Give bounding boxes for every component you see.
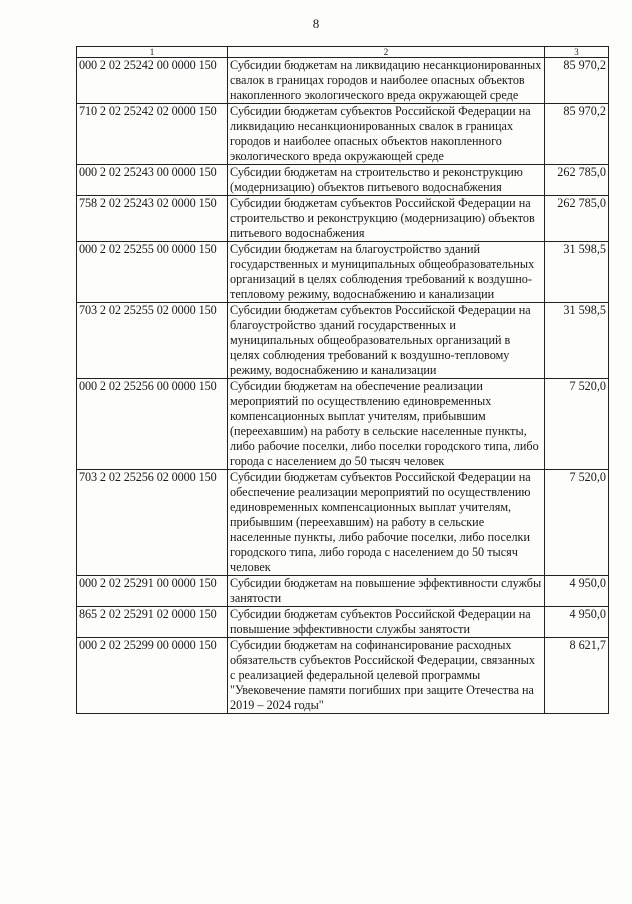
amount: 7 520,0 (545, 470, 609, 576)
budget-code: 710 2 02 25242 02 0000 150 (77, 104, 228, 165)
amount: 262 785,0 (545, 196, 609, 242)
amount: 262 785,0 (545, 165, 609, 196)
table-row (77, 58, 609, 104)
budget-code: 865 2 02 25291 02 0000 150 (77, 607, 228, 638)
description: Субсидии бюджетам субъектов Российской Федерации на ликвидацию несанкционированных свалок в границах городов и наиболее опасных объектов накопленного экологического вреда окружающей среде (228, 104, 545, 165)
header-row (77, 47, 609, 58)
budget-code: 000 2 02 25242 00 0000 150 (77, 58, 228, 104)
description: Субсидии бюджетам субъектов Российской Федерации на благоустройство зданий государственных и муниципальных общеобразовательных организаций в целях соблюдения требований к воздушно-тепловому режиму, водоснабжению и канализации (228, 303, 545, 379)
description: Субсидии бюджетам субъектов Российской Федерации на повышение эффективности службы занятости (228, 607, 545, 638)
table-row (77, 576, 609, 607)
column-header-description: 2 (228, 47, 545, 58)
table-row (77, 165, 609, 196)
table-row (77, 470, 609, 576)
table-row (77, 638, 609, 714)
amount: 4 950,0 (545, 607, 609, 638)
description: Субсидии бюджетам на благоустройство зданий государственных и муниципальных общеобразовательных организаций в целях соблюдения требований к воздушно-тепловому режиму, водоснабжению и канализации (228, 242, 545, 303)
description: Субсидии бюджетам на обеспечение реализации мероприятий по осуществлению единовременных компенсационных выплат учителям, прибывшим (переехавшим) на работу в сельские населенные пункты, либо рабочие поселки, либо поселки городского типа, либо города с населением до 50 тысяч человек (228, 379, 545, 470)
description: Субсидии бюджетам на повышение эффективности службы занятости (228, 576, 545, 607)
description: Субсидии бюджетам на ликвидацию несанкционированных свалок в границах городов и наиболее опасных объектов накопленного экологического вреда окружающей среде (228, 58, 545, 104)
budget-code: 000 2 02 25243 00 0000 150 (77, 165, 228, 196)
amount: 7 520,0 (545, 379, 609, 470)
amount: 85 970,2 (545, 58, 609, 104)
table-row (77, 196, 609, 242)
amount: 85 970,2 (545, 104, 609, 165)
budget-code: 000 2 02 25291 00 0000 150 (77, 576, 228, 607)
amount: 8 621,7 (545, 638, 609, 714)
table-row (77, 379, 609, 470)
amount: 31 598,5 (545, 303, 609, 379)
description: Субсидии бюджетам субъектов Российской Федерации на строительство и реконструкцию (модернизацию) объектов питьевого водоснабжения (228, 196, 545, 242)
budget-code: 000 2 02 25255 00 0000 150 (77, 242, 228, 303)
amount: 31 598,5 (545, 242, 609, 303)
description: Субсидии бюджетам на софинансирование расходных обязательств субъектов Российской Федерации, связанных с реализацией федеральной целевой программы "Увековечение памяти погибших при защите Отечества на 2019 – 2024 годы" (228, 638, 545, 714)
table-row (77, 242, 609, 303)
description: Субсидии бюджетам субъектов Российской Федерации на обеспечение реализации мероприятий по осуществлению единовременных компенсационных выплат учителям, прибывшим (переехавшим) на работу в сельские населенные пункты, либо рабочие поселки, либо поселки городского типа, либо города с населением до 50 тысяч человек (228, 470, 545, 576)
budget-code: 703 2 02 25255 02 0000 150 (77, 303, 228, 379)
budget-code: 703 2 02 25256 02 0000 150 (77, 470, 228, 576)
budget-code: 000 2 02 25299 00 0000 150 (77, 638, 228, 714)
column-header-code: 1 (77, 47, 228, 58)
page-number: 8 (312, 16, 320, 31)
table-row (77, 104, 609, 165)
amount: 4 950,0 (545, 576, 609, 607)
budget-code: 000 2 02 25256 00 0000 150 (77, 379, 228, 470)
description: Субсидии бюджетам на строительство и реконструкцию (модернизацию) объектов питьевого водоснабжения (228, 165, 545, 196)
table-row (77, 303, 609, 379)
column-header-amount: 3 (545, 47, 609, 58)
budget-code: 758 2 02 25243 02 0000 150 (77, 196, 228, 242)
budget-table (76, 46, 609, 714)
table-row (77, 607, 609, 638)
